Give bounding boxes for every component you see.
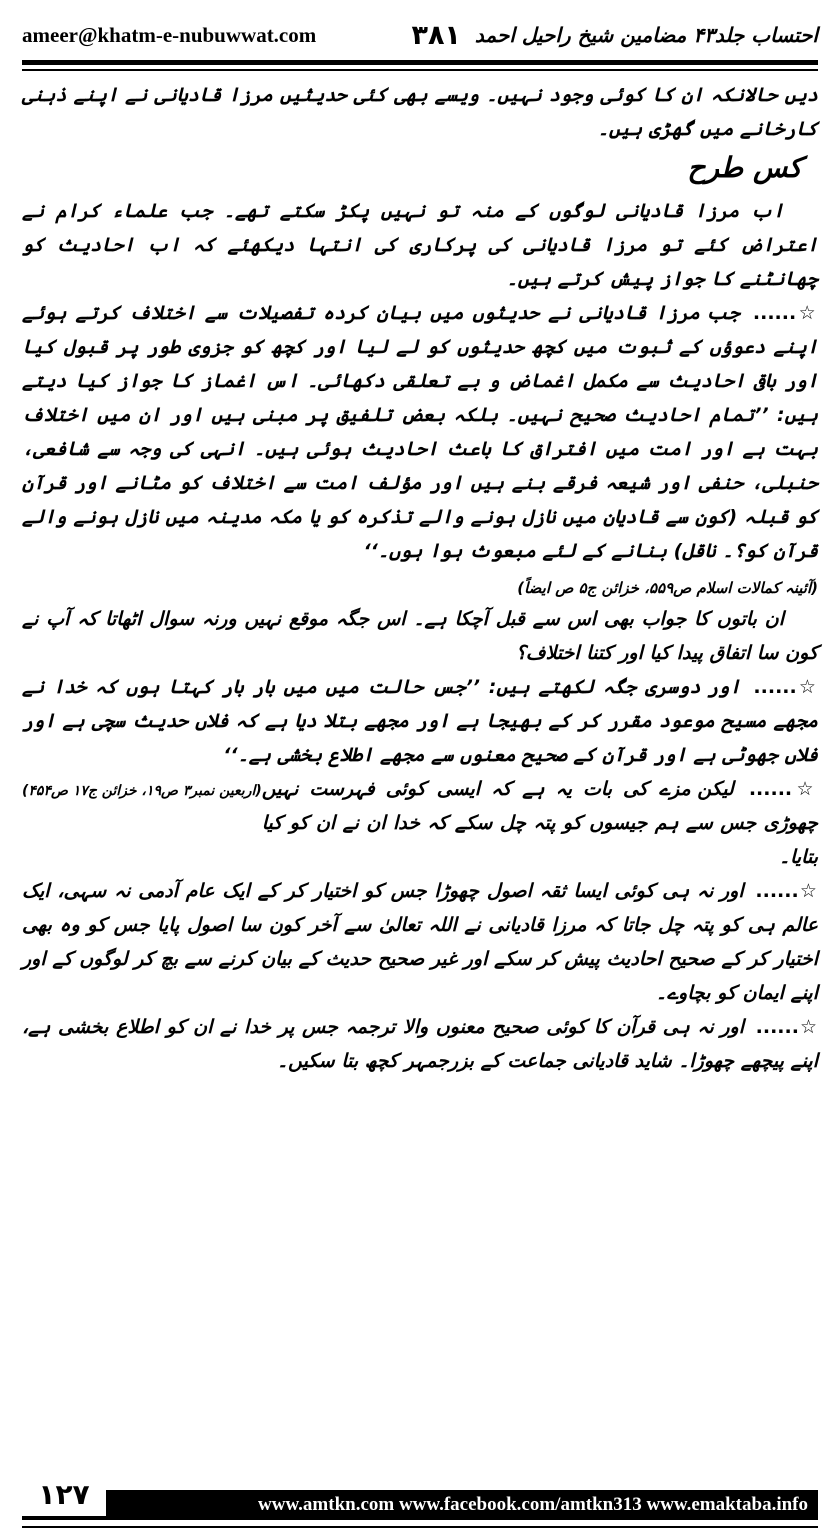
header-title: احتساب جلد۴۳ مضامین شیخ راحیل احمد <box>474 23 818 47</box>
book-page <box>22 0 818 1540</box>
header-page-number: ۳۸۱ <box>411 19 461 51</box>
paragraph-7-text: اور نہ ہی کوئی ایسا ثقہ اصول چھوڑا جس کو اختیار کر کے ایک عام آدمی نہ سہی، ایک عالم ہی کو پتہ چل جاتا کہ مرزا قادیانی نے اللہ تعالیٰ سے آخر کون سا اصول پایا جس کو وہ بھی اختیار کر کے صحیح احادیث پیش کر سکے اور غیر صحیح حدیث کے بیان کرنے سے بچ کر لوگوں کے اور اپنے ایمان کو بچاوے۔ <box>22 880 818 1004</box>
paragraph-5-text: اور دوسری جگہ لکھتے ہیں: ’’جس حالت میں میں بار بار کہتا ہوں کہ خدا نے مجھے مسیح موعود مقرر کر کے بھیجا ہے اور مجھے بتلا دیا ہے کہ فلاں حدیث سچی ہے اور فلاں جھوٹی ہے اور قرآن کے صحیح معنوں سے مجھے اطلاع بخشی ہے۔‘‘ <box>22 676 818 766</box>
paragraph-3 <box>22 296 818 568</box>
footer-bar <box>22 1490 818 1520</box>
paragraph-8-text: اور نہ ہی قرآن کا کوئی صحیح معنوں والا ترجمہ جس پر خدا نے ان کو اطلاع بخشی ہے، اپنے پیچھے چھوڑا۔ شاید قادیانی جماعت کے بزرجمہر کچھ بتا سکیں۔ <box>22 1016 818 1072</box>
header-rule-thin <box>22 69 818 71</box>
paragraph-2: اب مرزا قادیانی لوگوں کے منہ تو نہیں پکڑ سکتے تھے۔ جب علماء کرام نے اعتراض کئے تو مرزا قادیانی کی پرکاری کی انتہا دیکھئے کہ اب احادیث کو چھانٹنے کا جواز پیش کرتے ہیں۔ <box>22 200 818 290</box>
page-header <box>22 14 818 56</box>
star-bullet-icon: ☆...... <box>752 302 818 324</box>
footer-page-number: ۱۲۷ <box>22 1472 106 1520</box>
star-bullet-icon: ☆...... <box>748 778 818 800</box>
paragraph-5 <box>22 670 818 799</box>
reference-2: (اربعین نمبر۳ ص۱۹، خزائن ج۱۷ ص۴۵۴) <box>22 783 262 799</box>
page-footer <box>22 1478 818 1532</box>
page-body <box>22 78 818 1078</box>
paragraph-6-text: لیکن مزے کی بات یہ ہے کہ ایسی کوئی فہرست نہیں چھوڑی جس سے ہم جیسوں کو پتہ چل سکے کہ خدا ان نے ان کو کیا بتایا۔ <box>261 778 819 868</box>
section-heading: کس طرح <box>687 151 802 184</box>
paragraph-7 <box>22 874 818 1010</box>
header-email: ameer@khatm-e-nubuwwat.com <box>22 22 317 47</box>
paragraph-3-text: جب مرزا قادیانی نے حدیثوں میں بیان کردہ تفصیلات سے اختلاف کرتے ہوئے اپنے دعوؤں کے ثبوت میں کچھ حدیثوں کو لے لیا اور کچھ کو جزوی طور پر قبول کیا اور باقی احادیث سے مکمل اغماض و بے تعلقی دکھائی۔ اس اغماز کا جواز کیا دیتے ہیں: ’’تمام احادیث صحیح نہیں۔ بلکہ بعض تلفیق پر مبنی ہیں اور ان میں اختلاف بہت ہے اور امت میں افتراق کا باعث احادیث ہوئی ہیں۔ انہی کی وجہ سے شافعی، حنبلی، حنفی اور شیعہ فرقے بنے ہیں اور مؤلف امت سے اختلاف کو مٹانے اور قرآن کو قبلہ (کون سے قادیان میں نازل ہونے والے تذکرہ کو یا مکہ مدینہ میں نازل ہونے والے قرآن کو؟۔ ناقل) بنانے کے لئے مبعوث ہوا ہوں۔‘‘ <box>22 302 818 562</box>
header-rule-thick <box>22 60 818 65</box>
paragraph-8 <box>22 1010 818 1078</box>
star-bullet-icon: ☆...... <box>755 1016 818 1038</box>
reference-1: (آئینہ کمالات اسلام ص۵۵۹، خزائن ج۵ ص ایضاً) <box>517 579 818 597</box>
star-bullet-icon: ☆...... <box>755 880 818 902</box>
paragraph-4: ان باتوں کا جواب بھی اس سے قبل آچکا ہے۔ اس جگہ موقع نہیں ورنہ سوال اٹھاتا کہ آپ نے کون سا اتفاق پیدا کیا اور کتنا اختلاف؟ <box>22 608 818 664</box>
footer-rule <box>22 1526 818 1528</box>
header-title-group <box>411 20 818 51</box>
paragraph-intro: دیں حالانکہ ان کا کوئی وجود نہیں۔ ویسے بھی کئی حدیثیں مرزا قادیانی نے اپنے ذہنی کارخانے میں گھڑی ہیں۔ <box>22 84 818 140</box>
footer-links: www.amtkn.com www.facebook.com/amtkn313 www.emaktaba.info <box>258 1494 808 1515</box>
star-bullet-icon: ☆...... <box>753 676 818 698</box>
